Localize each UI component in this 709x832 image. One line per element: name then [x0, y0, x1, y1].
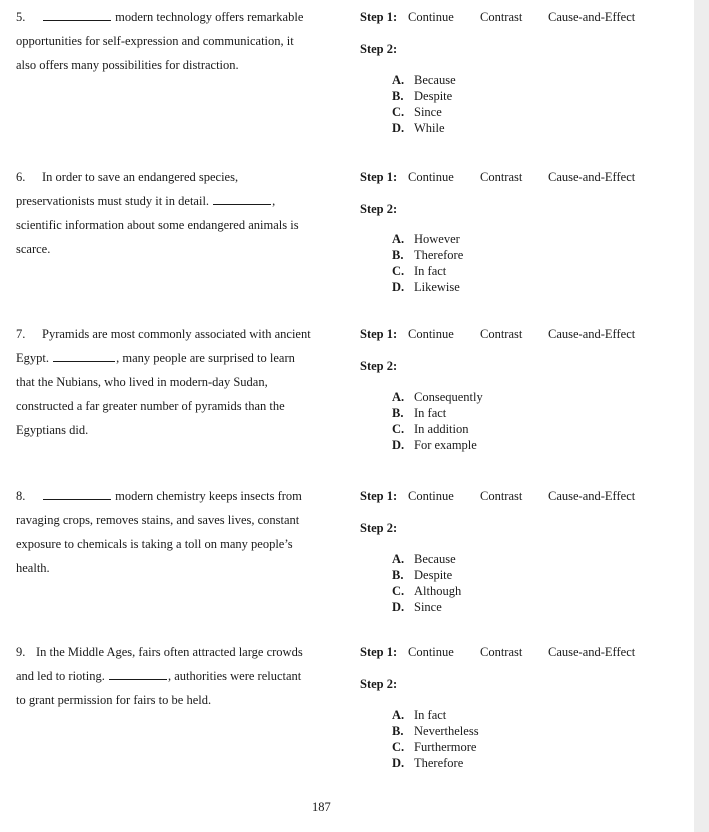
step2-label: Step 2:	[360, 202, 398, 216]
option-continue: Continue	[408, 489, 454, 503]
answer-blank	[43, 10, 111, 21]
option-continue: Continue	[408, 327, 454, 341]
option-cause-and-effect: Cause-and-Effect	[548, 489, 636, 503]
option-cause-and-effect: Cause-and-Effect	[548, 645, 636, 659]
step1-row: Step 1: Continue Contrast Cause-and-Effect	[360, 170, 636, 184]
step1-row: Step 1: Continue Contrast Cause-and-Effect	[360, 327, 636, 341]
option-cause-and-effect: Cause-and-Effect	[548, 327, 636, 341]
option-continue: Continue	[408, 10, 454, 24]
option-continue: Continue	[408, 170, 454, 184]
option-contrast: Contrast	[480, 327, 523, 341]
answer-blank	[109, 669, 167, 680]
answer-blank	[53, 351, 115, 362]
question-number: 5.	[16, 10, 26, 24]
option-continue: Continue	[408, 645, 454, 659]
step2-label: Step 2:	[360, 359, 398, 373]
option-cause-and-effect: Cause-and-Effect	[548, 10, 636, 24]
step2-label: Step 2:	[360, 521, 398, 535]
step2-label: Step 2:	[360, 42, 398, 56]
answer-blank	[213, 194, 271, 205]
option-contrast: Contrast	[480, 10, 523, 24]
step1-row: Step 1: Continue Contrast Cause-and-Effect	[360, 489, 636, 503]
step1-row: Step 1: Continue Contrast Cause-and-Effect	[360, 645, 636, 659]
step2-label: Step 2:	[360, 677, 398, 691]
option-contrast: Contrast	[480, 489, 523, 503]
page-number: 187	[312, 800, 331, 814]
page-margin-strip	[694, 0, 709, 832]
option-contrast: Contrast	[480, 170, 523, 184]
answer-blank	[43, 489, 111, 500]
step1-row: Step 1: Continue Contrast Cause-and-Effect	[360, 10, 636, 24]
option-contrast: Contrast	[480, 645, 523, 659]
option-cause-and-effect: Cause-and-Effect	[548, 170, 636, 184]
